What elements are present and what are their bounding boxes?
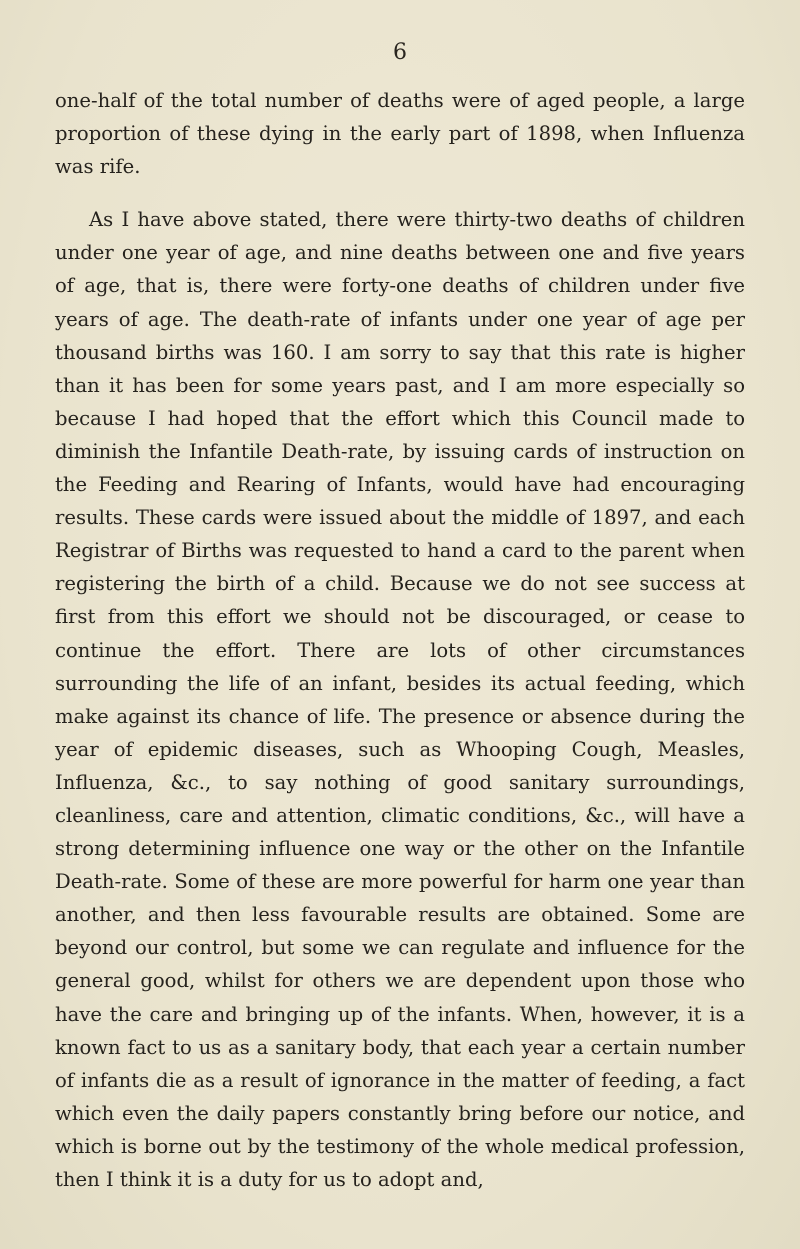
paragraph-continued: one-half of the total number of deaths were of aged people, a large proportion of these dying in the early part of 1898, when Influenza was rife.: [55, 89, 745, 179]
page-number: 6: [393, 40, 407, 65]
body-text: [55, 84, 745, 1196]
paragraph-infant-deaths: As I have above stated, there were thirty-two deaths of children under one year of age, and nine deaths between one and five years of age, that is, there were forty-one deaths of children under five years of age. The death-rate of infants under one year of age per thousand births was 160. I am sorry to say that this rate is higher than it has been for some years past, and I am more especially so because I had hoped that the effort which this Council made to diminish the Infantile Death-rate, by issuing cards of instruction on the Feeding and Rearing of Infants, would have had encouraging results. These cards were issued about the middle of 1897, and each Registrar of Births was requested to hand a card to the parent when registering the birth of a child. Because we do not see success at first from this effort we should not be discouraged, or cease to continue the effort. There are lots of other circumstances surrounding the life of an infant, besides its actual feeding, which make against its chance of life. The presence or absence during the year of epidemic diseases, such as Whooping Cough, Measles, Influenza, &c., to say nothing of good sanitary surroundings, cleanliness, care and attention, climatic conditions, &c., will have a strong determining influence one way or the other on the Infantile Death-rate. Some of these are more powerful for harm one year than another, and then less favourable results are obtained. Some are beyond our control, but some we can regulate and influence for the general good, whilst for others we are dependent upon those who have the care and bringing up of the infants. When, however, it is a known fact to us as a sanitary body, that each year a certain number of infants die as a result of ignorance in the matter of feeding, a fact which even the daily papers constantly bring before our notice, and which is borne out by the testimony of the whole medical profession, then I think it is a duty for us to adopt and,: [55, 208, 745, 1191]
